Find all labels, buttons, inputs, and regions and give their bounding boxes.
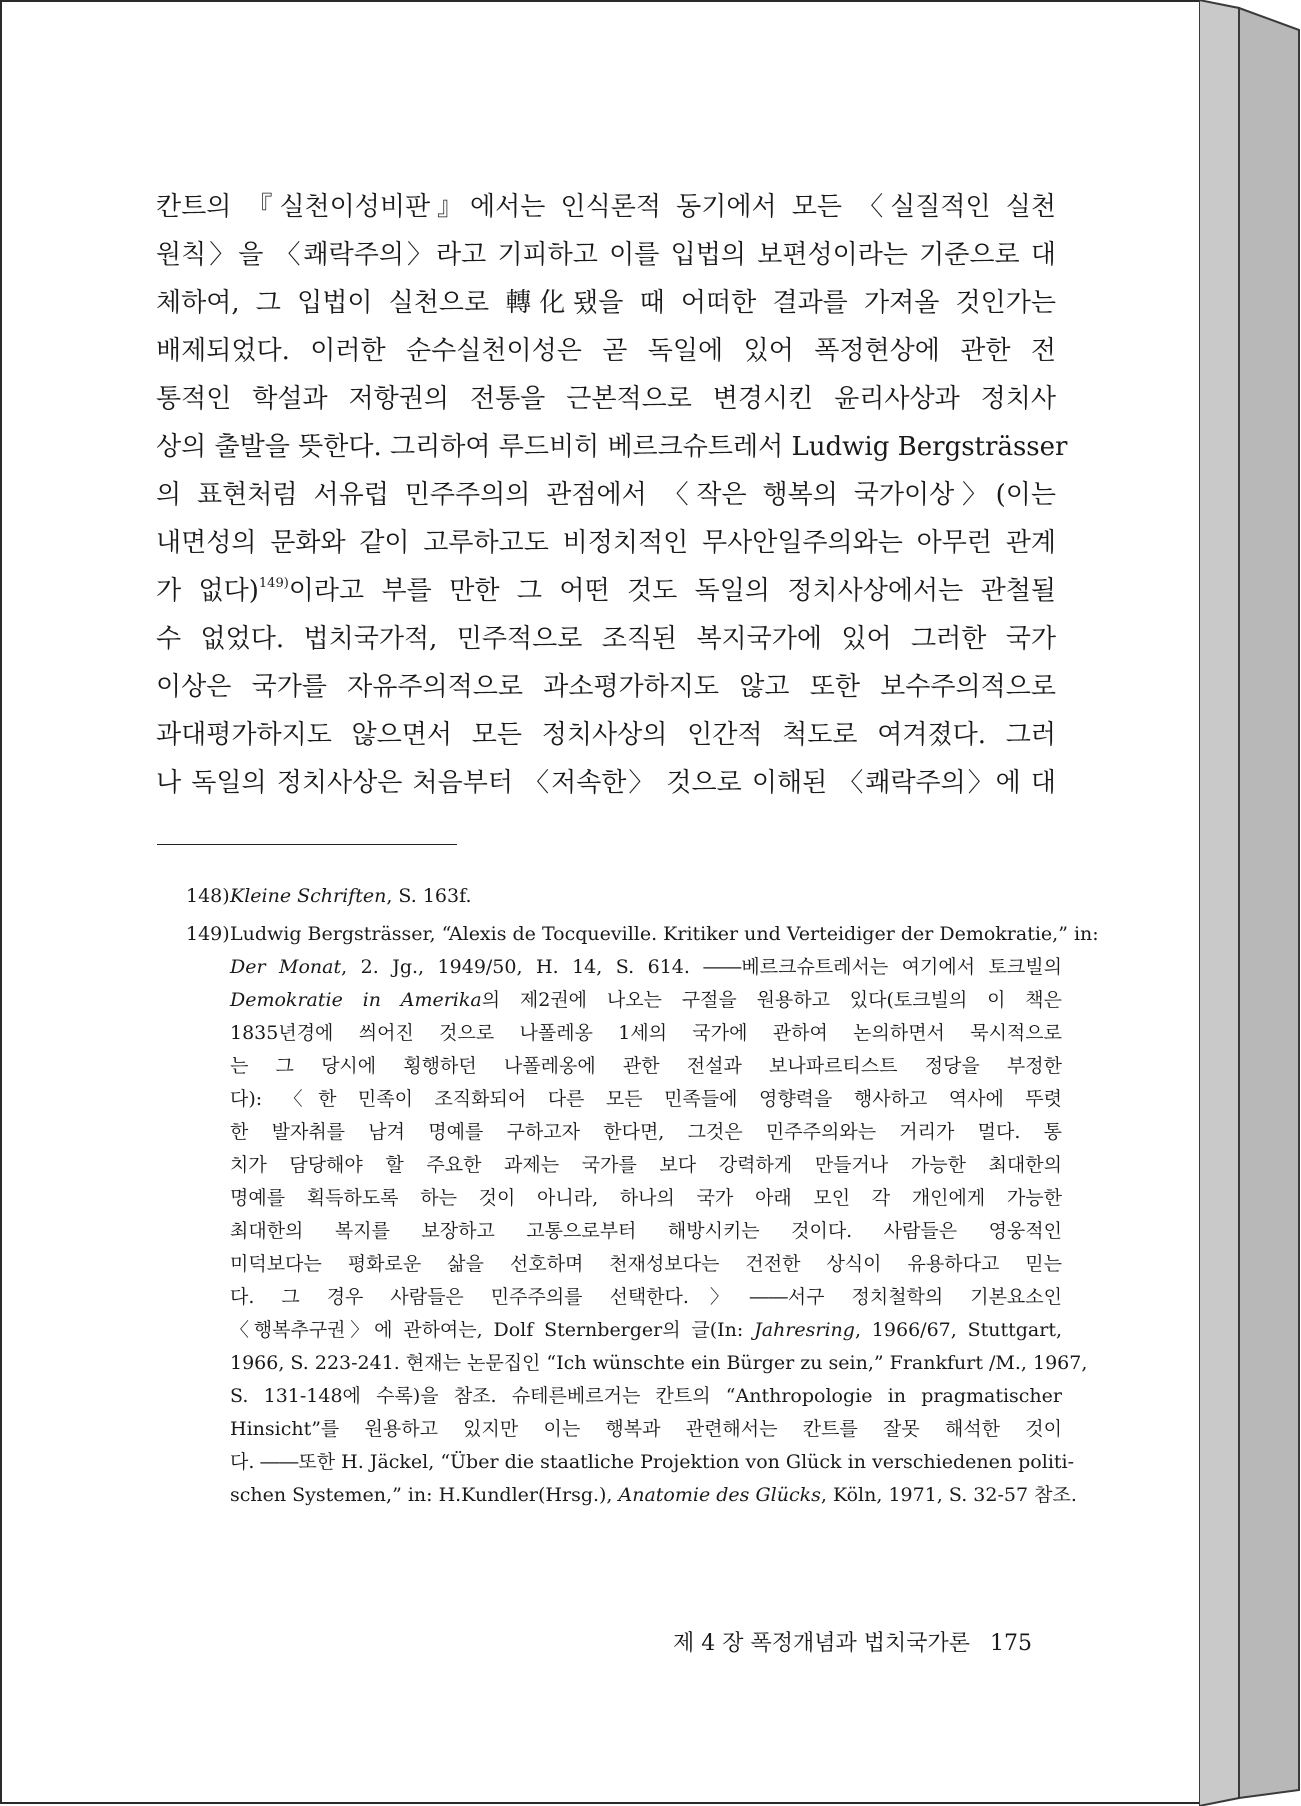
body-line: 원칙〉을 〈쾌락주의〉라고 기피하고 이를 입법의 보편성이라는 기준으로 대 (156, 240, 1056, 270)
footnote-line: S. 131-148에 수록)을 참조. 슈테른베르거는 칸트의 “Anthropologie in pragmatischer (230, 1385, 1062, 1407)
footnote-text: 의 제2권에 나오는 구절을 원용하고 있다(토크빌의 이 책은 (481, 989, 1062, 1011)
footnote-line: 미덕보다는 평화로운 삶을 선호하며 천재성보다는 건전한 상식이 유용하다고 믿는 (230, 1253, 1062, 1275)
footnote-title: Kleine Schriften (230, 885, 387, 907)
body-line (156, 567, 1056, 615)
footnote-line: 명예를 획득하도록 하는 것이 아니라, 하나의 국가 아래 모인 각 개인에게 가능한 (230, 1187, 1062, 1209)
body-paragraph (156, 183, 1068, 807)
body-line: 체하여, 그 입법이 실천으로 轉化됐을 때 어떠한 결과를 가져올 것인가는 (156, 288, 1056, 318)
footnote-text: schen Systemen,” in: H.Kundler(Hrsg.), (230, 1484, 619, 1506)
footnote-line: 1835년경에 씌어진 것으로 나폴레옹 1세의 국가에 관하여 논의하면서 묵시적으로 (230, 1022, 1062, 1044)
footnote-line: 다): 〈한 민족이 조직화되어 다른 모든 민족들에 영향력을 행사하고 역사에 뚜렷 (230, 1088, 1062, 1110)
footnote-text: , 1966/67, Stuttgart, (854, 1319, 1062, 1341)
body-line: 나 독일의 정치사상은 처음부터 〈저속한〉 것으로 이해된 〈쾌락주의〉에 대 (156, 768, 1056, 798)
footnote-number: 148) (186, 885, 230, 907)
body-line-prefix: 가 없다) (156, 576, 259, 606)
footnote-italic: Jahresring (754, 1319, 855, 1341)
body-line: 내면성의 문화와 같이 고루하고도 비정치적인 무사안일주의와는 아무런 관계 (156, 528, 1056, 558)
footnote-text: , S. 163f. (386, 885, 472, 907)
footnote-line: 다. 그 경우 사람들은 민주주의를 선택한다.〉――서구 정치철학의 기본요소인 (230, 1286, 1062, 1308)
footnote-line: 한 발자취를 남겨 명예를 구하고자 한다면, 그것은 민주주의와는 거리가 멀다. 통 (230, 1121, 1062, 1143)
footnote-149 (186, 918, 1099, 1512)
footnote-line: 최대한의 복지를 보장하고 고통으로부터 해방시키는 것이다. 사람들은 영웅적인 (230, 1220, 1062, 1242)
body-line: 과대평가하지도 않으면서 모든 정치사상의 인간적 척도로 여겨졌다. 그러 (156, 720, 1056, 750)
book-page-edge (1199, 0, 1301, 1806)
footnote-ref-149[interactable]: 149) (258, 576, 289, 591)
running-footer (600, 1626, 1032, 1657)
footnote-text: , 2. Jg., 1949/50, H. 14, S. 614. ――베르크슈트레서는 여기에서 토크빌의 (341, 956, 1062, 978)
footnote-148 (186, 880, 1062, 913)
body-line: 이상은 국가를 자유주의적으로 과소평가하지도 않고 또한 보수주의적으로 (156, 672, 1056, 702)
footnote-italic: Der Monat (230, 956, 342, 978)
footnote-separator (157, 844, 457, 845)
body-line: 의 표현처럼 서유럽 민주주의의 관점에서 〈작은 행복의 국가이상〉(이는 (156, 480, 1056, 510)
footnotes (186, 880, 1099, 1512)
footnote-italic: Anatomie des Glücks (618, 1484, 821, 1506)
footnote-line: 치가 담당해야 할 주요한 과제는 국가를 보다 강력하게 만들거나 가능한 최대한의 (230, 1154, 1062, 1176)
footnote-text: , Köln, 1971, S. 32-57 참조. (820, 1484, 1077, 1506)
footnote-line (230, 880, 1062, 913)
footnote-italic: Demokratie in Amerika (230, 989, 482, 1011)
footnote-text: 〈행복추구권〉에 관하여는, Dolf Sternberger의 글(In: (230, 1319, 755, 1341)
page-number: 175 (990, 1631, 1032, 1656)
body-line: 상의 출발을 뜻한다. 그리하여 루드비히 베르크슈트레서 Ludwig Bergsträsser (156, 432, 1068, 462)
footnote-line: Ludwig Bergsträsser, “Alexis de Tocqueville. Kritiker und Verteidiger der Demokratie,” in: (230, 923, 1099, 945)
footnote-line (230, 951, 1062, 984)
chapter-title: 제 4 장 폭정개념과 법치국가론 (673, 1631, 970, 1656)
footnote-line: 는 그 당시에 횡행하던 나폴레옹에 관한 전설과 보나파르티스트 정당을 부정한 (230, 1055, 1062, 1077)
body-line-rest: 이라고 부를 만한 그 어떤 것도 독일의 정치사상에서는 관철될 (288, 576, 1056, 606)
footnote-line (230, 1314, 1062, 1347)
footnote-line: 1966, S. 223-241. 현재는 논문집인 “Ich wünschte ein Bürger zu sein,” Frankfurt /M., 1967, (230, 1352, 1088, 1374)
footnote-line (230, 1479, 1077, 1512)
footnote-line: Hinsicht”를 원용하고 있지만 이는 행복과 관련해서는 칸트를 잘못 해석한 것이 (230, 1418, 1062, 1440)
body-line: 배제되었다. 이러한 순수실천이성은 곧 독일에 있어 폭정현상에 관한 전 (156, 336, 1056, 366)
footnote-line: 다. ――또한 H. Jäckel, “Über die staatliche Projektion von Glück in verschiedenen politi- (230, 1451, 1075, 1473)
body-line: 칸트의 『실천이성비판』에서는 인식론적 동기에서 모든 〈실질적인 실천 (156, 192, 1056, 222)
footnote-line (230, 984, 1062, 1017)
body-line: 통적인 학설과 저항권의 전통을 근본적으로 변경시킨 윤리사상과 정치사 (156, 384, 1056, 414)
body-line: 수 없었다. 법치국가적, 민주적으로 조직된 복지국가에 있어 그러한 국가 (156, 624, 1056, 654)
footnote-number: 149) (186, 923, 230, 945)
